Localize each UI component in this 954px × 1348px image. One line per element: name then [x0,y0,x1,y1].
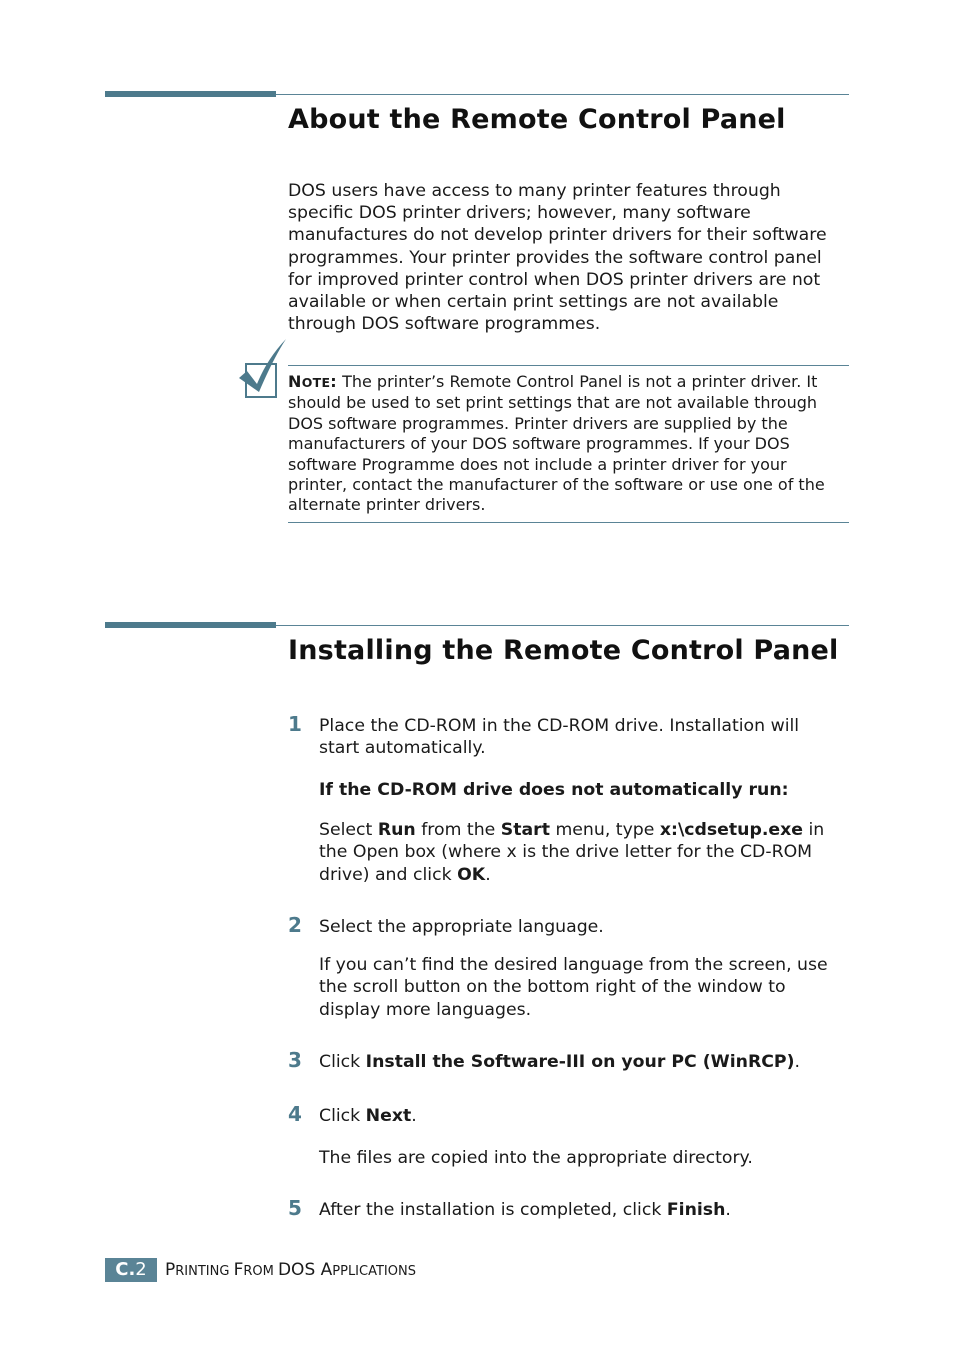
section-rule-thin [276,625,849,626]
step-number: 2 [288,913,302,937]
step-number: 5 [288,1196,302,1220]
section-rule-thick [105,622,276,628]
footer-chapter-title: PRINTING FROM DOS APPLICATIONS [165,1260,416,1280]
step-subheading: If the CD-ROM drive does not automatically run: [319,780,789,800]
note-body: The printer’s Remote Control Panel is not a printer driver. It should be used to set print settings that are not available through DOS software programmes. Printer drivers are supplied by the manufacturers of your DOS software programmes. If your DOS software Programme does not include a printer driver for your printer, contact the manufacturer of the software or use one of the alternate printer drivers. [288,372,825,515]
step-text: Click Install the Software-III on your PC (WinRCP). [319,1052,800,1072]
step-text: After the installation is completed, click Finish. [319,1200,731,1220]
step-text: Place the CD-ROM in the CD-ROM drive. Installation will start automatically. [319,716,800,759]
step-subtext: Select Run from the Start menu, type x:\cdsetup.exe in the Open box (where x is the drive letter for the CD-ROM drive) and click OK. [319,820,825,885]
step-subtext: If you can’t find the desired language from the screen, use the scroll button on the bottom right of the window to display more languages. [319,955,828,1020]
note-label: NOTE: [288,372,337,391]
step-number: 3 [288,1048,302,1072]
page-number-badge: C.2 [105,1258,157,1282]
section-rule-thin [276,94,849,95]
step-number: 1 [288,712,302,736]
step-subtext: The files are copied into the appropriate directory. [319,1148,753,1168]
step-text: Select the appropriate language. [319,917,604,937]
checkmark-note-icon [237,337,289,401]
section-title-installing: Installing the Remote Control Panel [288,635,839,666]
note-rule-bottom [288,522,849,523]
note-text [288,372,850,516]
step-number: 4 [288,1102,302,1126]
step-text: Click Next. [319,1106,417,1126]
note-rule-top [288,365,849,366]
section-rule-thick [105,91,276,97]
section-title-about: About the Remote Control Panel [288,104,786,135]
intro-paragraph: DOS users have access to many printer features through specific DOS printer drivers; however, many software manufactures do not develop printer drivers for their software programmes. Your printer provides the software control panel for improved printer control when DOS printer drivers are not available or when certain print settings are not available through DOS software programmes. [288,181,827,335]
